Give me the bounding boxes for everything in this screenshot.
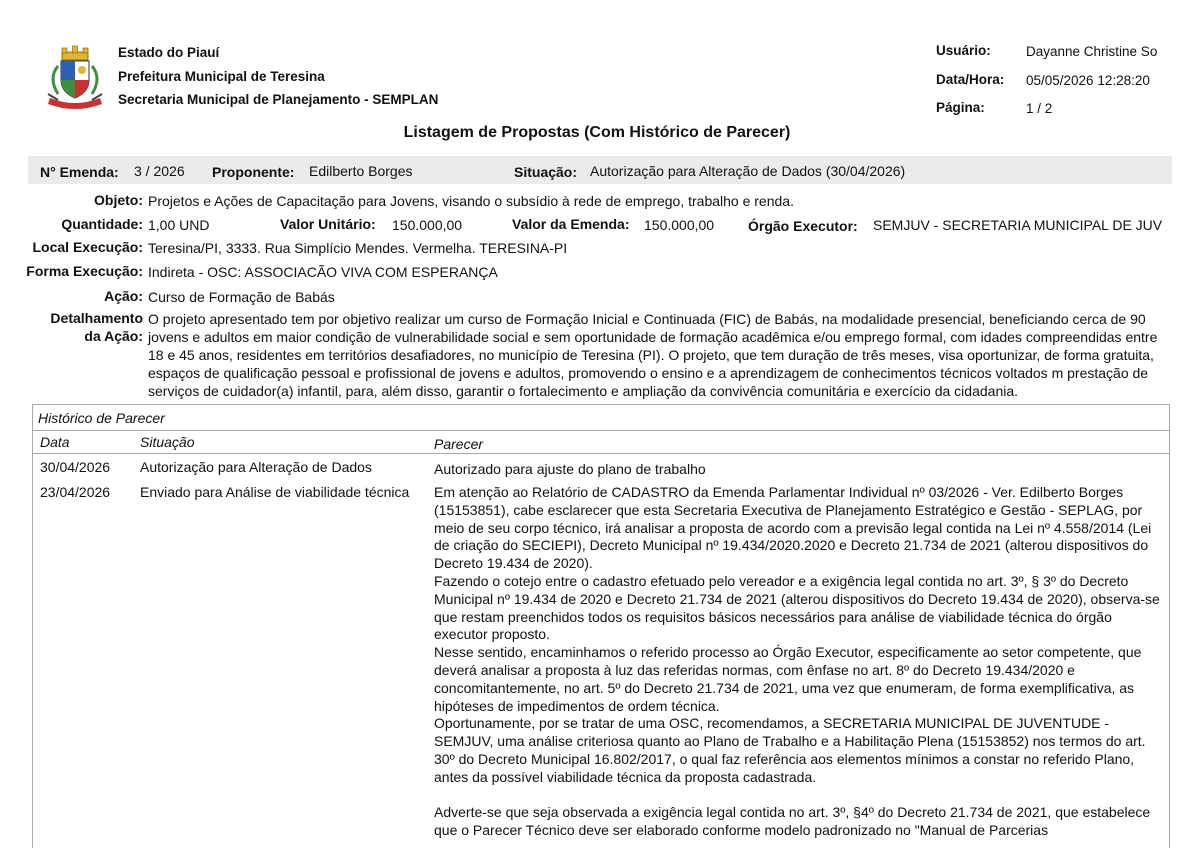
acao-label: Ação: xyxy=(104,288,143,304)
parecer-paragraph: Fazendo o cotejo entre o cadastro efetuado pelo vereador e a exigência legal contida no art. 3º, § 3º do Decreto Municipal nº 19.434 de 2020 e Decreto 21.734 de 2021 (alterou dispositivos do Decreto 19.434 de 2020), observa-se que restam preenchidos todos os requisitos básicos necessários para análise de viabilidade técnica do órgão executor proposto. xyxy=(434,572,1160,643)
datahora-label: Data/Hora: xyxy=(936,72,1005,87)
proponente-value: Edilberto Borges xyxy=(309,163,413,179)
col-header-data: Data xyxy=(40,434,70,450)
orgao-executor-value: SEMJUV - SECRETARIA MUNICIPAL DE JUV xyxy=(873,217,1163,233)
usuario-value: Dayanne Christine So xyxy=(1026,44,1158,59)
historico-header-row xyxy=(32,430,1170,454)
orgao-executor-label: Órgão Executor: xyxy=(748,218,858,234)
local-execucao-label: Local Execução: xyxy=(32,239,143,255)
forma-execucao-value: Indireta - OSC: ASSOCIACÃO VIVA COM ESPERANÇA xyxy=(148,264,498,280)
row-date: 30/04/2026 xyxy=(40,459,111,475)
valor-unitario-label: Valor Unitário: xyxy=(280,216,376,232)
pagina-label: Página: xyxy=(936,100,985,115)
parecer-paragraph: Em atenção ao Relatório de CADASTRO da Emenda Parlamentar Individual nº 03/2026 - Ver. Edilberto Borges (15153851), cabe esclarecer que esta Secretaria Executiva de Planejamento Estratégico e Gestão - SEPLAG, por meio de seu corpo técnico, irá analisar a proposta de acordo com a previsão legal contida na Lei nº 4.558/2014 (Lei de criação do SECIEPI), Decreto Municipal nº 19.434/2020.2020 e Decreto 21.734 de 2021 (alterou dispositivos do Decreto 19.434 de 2020). xyxy=(434,484,1152,572)
pagina-value: 1 / 2 xyxy=(1026,101,1053,116)
detalhamento-label-line2: da Ação: xyxy=(84,328,143,344)
row-date: 23/04/2026 xyxy=(40,484,111,500)
row-parecer xyxy=(434,484,1164,840)
historico-title: Histórico de Parecer xyxy=(38,410,165,426)
situacao-label: Situação: xyxy=(514,164,578,180)
emenda-number-label: N° Emenda: xyxy=(40,164,119,180)
header-state: Estado do Piauí xyxy=(118,45,220,60)
usuario-label: Usuário: xyxy=(936,43,991,58)
quantidade-label: Quantidade: xyxy=(61,216,143,232)
emenda-number-value: 3 / 2026 xyxy=(134,163,185,179)
objeto-label: Objeto: xyxy=(94,192,143,208)
valor-emenda-value: 150.000,00 xyxy=(644,217,715,233)
situacao-value: Autorização para Alteração de Dados (30/04/2026) xyxy=(590,163,906,179)
parecer-paragraph: Nesse sentido, encaminhamos o referido processo ao Órgão Executor, especificamente ao setor competente, que deverá analisar a proposta à luz das referidas normas, com ênfase no art. 8º do Decreto 19.434/2020 e concomitantemente, no art. 5º do Decreto 21.734 de 2021, uma vez que enumeram, de forma exemplificativa, as hipóteses de impedimentos de ordem técnica. xyxy=(434,644,1142,714)
quantidade-value: 1,00 UND xyxy=(148,217,210,233)
report-title: Listagem de Propostas (Com Histórico de Parecer) xyxy=(403,124,791,141)
objeto-value: Projetos e Ações de Capacitação para Jovens, visando o subsídio à rede de emprego, trabalho e renda. xyxy=(148,193,794,209)
datahora-value: 05/05/2026 12:28:20 xyxy=(1026,73,1150,88)
row-parecer: Autorizado para ajuste do plano de trabalho xyxy=(434,461,706,477)
detalhamento-label-line1: Detalhamento xyxy=(50,310,143,326)
header-secretariat: Secretaria Municipal de Planejamento - SEMPLAN xyxy=(118,92,439,107)
detalhamento-value: O projeto apresentado tem por objetivo realizar um curso de Formação Inicial e Continuada (FIC) de Babás, na modalidade presencial, beneficiando cerca de 90 jovens e adultos em maior condição de vulnerabilidade social e sem oportunidade de formação acadêmica e/ou emprego formal, com idades compreendidas entre 18 e 45 anos, residentes em territórios desafiadores, no município de Teresina (PI). O projeto, que tem duração de três meses, visa oportunizar, de forma gratuita, espaços de qualificação pessoal e profissional de jovens e adultos, promovendo o ensino e a aprendizagem de conhecimentos técnicos voltados m prestação de serviços de cuidador(a) infantil, para, além disso, garantir o fortalecimento e ampliação da convivência comunitária e exercício da cidadania. xyxy=(148,311,1158,399)
valor-unitario-value: 150.000,00 xyxy=(392,217,463,233)
forma-execucao-label: Forma Execução: xyxy=(26,263,143,279)
col-header-parecer: Parecer xyxy=(434,436,484,452)
proponente-label: Proponente: xyxy=(212,164,295,180)
local-execucao-value: Teresina/PI, 3333. Rua Simplício Mendes. Vermelha. TERESINA-PI xyxy=(148,240,568,256)
valor-emenda-label: Valor da Emenda: xyxy=(512,216,630,232)
parecer-paragraph: Adverte-se que seja observada a exigência legal contida no art. 3º, §4º do Decreto 21.734 de 2021, que estabelece que o Parecer Técnico deve ser elaborado conforme modelo padronizado no "Manual de Parcerias xyxy=(434,804,1151,839)
coat-of-arms-logo xyxy=(44,44,106,110)
header-city: Prefeitura Municipal de Teresina xyxy=(118,69,325,84)
col-header-situacao: Situação xyxy=(140,434,195,450)
parecer-paragraph: Oportunamente, por se tratar de uma OSC, recomendamos, a SECRETARIA MUNICIPAL DE JUVENTUDE - SEMJUV, uma análise criteriosa quanto ao Plano de Trabalho e a Habilitação Plena (15153852) nos termos do art. 30º do Decreto Municipal 16.802/2017, o qual faz referência aos elementos mínimos a constar no referido Plano, antes da possível viabilidade técnica da proposta cadastrada. xyxy=(434,715,1146,785)
row-situacao: Enviado para Análise de viabilidade técnica xyxy=(140,484,410,500)
acao-value: Curso de Formação de Babás xyxy=(148,289,335,305)
row-situacao: Autorização para Alteração de Dados xyxy=(140,459,372,475)
